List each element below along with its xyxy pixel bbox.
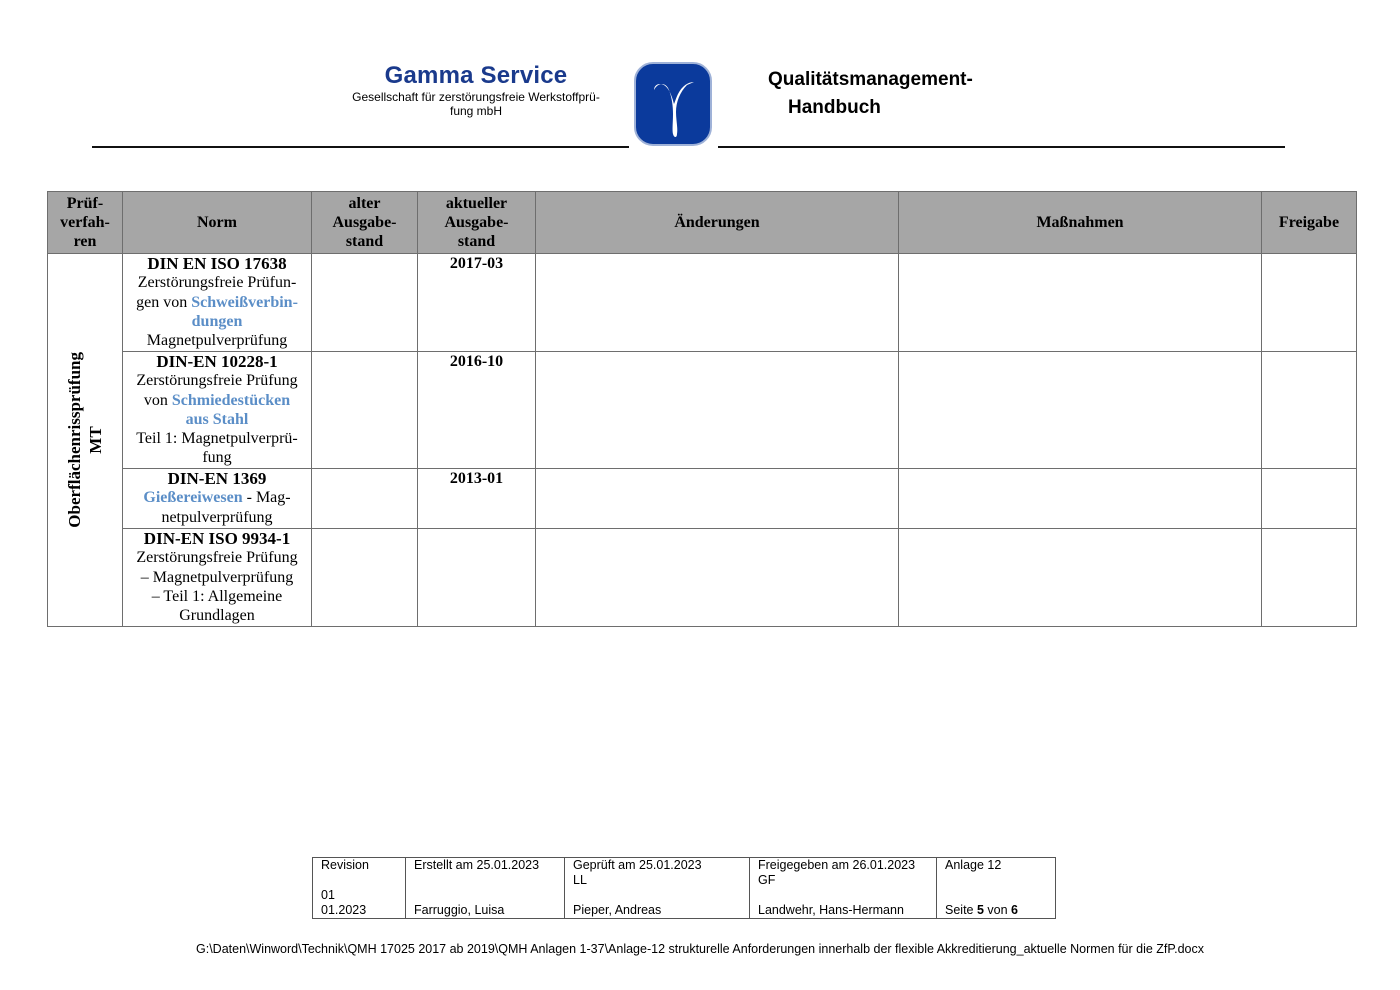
norm-desc: netpulverprüfung bbox=[161, 508, 273, 526]
released-by: Landwehr, Hans-Hermann bbox=[758, 903, 904, 917]
norm-id: DIN-EN ISO 9934-1 bbox=[143, 529, 291, 548]
norm-desc-highlight: Gießereiwesen bbox=[143, 489, 243, 507]
norm-desc: Grundlagen bbox=[179, 607, 255, 625]
header-text: Ausgabe- bbox=[332, 213, 397, 231]
norm-desc-highlight: aus Stahl bbox=[185, 410, 249, 428]
header-text: Ausgabe- bbox=[444, 213, 509, 231]
alter-ausgabestand-cell[interactable] bbox=[312, 352, 418, 469]
norm-id: DIN-EN 10228-1 bbox=[156, 352, 278, 371]
aenderungen-cell[interactable] bbox=[536, 352, 899, 469]
header-text: stand bbox=[457, 233, 496, 251]
table-row bbox=[48, 254, 1357, 352]
alter-ausgabestand-cell[interactable] bbox=[312, 469, 418, 529]
created-by: Farruggio, Luisa bbox=[414, 903, 505, 917]
col-header-freigabe: Freigabe bbox=[1262, 192, 1357, 254]
procedure-label bbox=[64, 352, 106, 528]
norm-desc: Teil 1: Magnetpulverprü- bbox=[136, 430, 298, 448]
revision-table bbox=[312, 857, 1056, 919]
massnahmen-cell[interactable] bbox=[899, 352, 1262, 469]
document-title bbox=[768, 66, 973, 122]
massnahmen-cell[interactable] bbox=[899, 529, 1262, 627]
company-block bbox=[330, 62, 622, 118]
gamma-letter-logo-icon bbox=[632, 60, 714, 148]
company-subtitle-line1: Gesellschaft für zerstörungsfreie Werkstoffprü- bbox=[352, 90, 600, 104]
massnahmen-cell[interactable] bbox=[899, 469, 1262, 529]
revision-cell bbox=[313, 858, 406, 919]
revision-label: Revision bbox=[321, 858, 369, 872]
page-number bbox=[945, 903, 1049, 918]
norm-id: DIN EN ISO 17638 bbox=[147, 254, 287, 273]
document-title-line1: Qualitätsmanagement- bbox=[768, 69, 973, 90]
norm-cell bbox=[123, 469, 312, 529]
norm-desc: – Magnetpulverprüfung bbox=[140, 568, 294, 586]
revision-number: 01 bbox=[321, 888, 335, 902]
alter-ausgabestand-cell[interactable] bbox=[312, 254, 418, 352]
header-text: verfah- bbox=[60, 213, 110, 231]
page-total: 6 bbox=[1011, 903, 1018, 917]
aktueller-ausgabestand-cell[interactable]: 2017-03 bbox=[418, 254, 536, 352]
table-row bbox=[48, 352, 1357, 469]
attachment-label: Anlage 12 bbox=[945, 858, 1002, 872]
attachment-cell bbox=[937, 858, 1056, 919]
header-divider-left bbox=[92, 146, 629, 148]
company-name: Gamma Service bbox=[384, 62, 568, 89]
checked-by: Pieper, Andreas bbox=[573, 903, 662, 917]
massnahmen-cell[interactable] bbox=[899, 254, 1262, 352]
created-cell bbox=[406, 858, 565, 919]
freigabe-cell[interactable] bbox=[1262, 352, 1357, 469]
norm-cell bbox=[123, 254, 312, 352]
checked-label: Geprüft am 25.01.2023 bbox=[573, 858, 702, 872]
released-initials: GF bbox=[758, 873, 776, 887]
header-text: stand bbox=[345, 233, 384, 251]
norm-cell bbox=[123, 352, 312, 469]
col-header-massnahmen: Maßnahmen bbox=[899, 192, 1262, 254]
page-prefix: Seite bbox=[945, 903, 977, 917]
table-row bbox=[48, 469, 1357, 529]
company-subtitle bbox=[330, 90, 622, 118]
page-current: 5 bbox=[976, 903, 984, 917]
norm-desc bbox=[125, 391, 309, 410]
released-label: Freigegeben am 26.01.2023 bbox=[758, 858, 916, 872]
company-subtitle-line2: fung mbH bbox=[449, 104, 503, 118]
aenderungen-cell[interactable] bbox=[536, 529, 899, 627]
col-header-pruefverfahren bbox=[48, 192, 123, 254]
released-cell bbox=[750, 858, 937, 919]
header-text: ren bbox=[73, 233, 97, 251]
procedure-code: MT bbox=[86, 426, 105, 454]
header-divider-right bbox=[718, 146, 1285, 148]
document-title-line2: Handbuch bbox=[788, 97, 881, 118]
col-header-norm: Norm bbox=[123, 192, 312, 254]
checked-initials: LL bbox=[573, 873, 587, 887]
norm-desc-highlight: dungen bbox=[191, 312, 243, 330]
alter-ausgabestand-cell[interactable] bbox=[312, 529, 418, 627]
norm-desc-text: von bbox=[143, 391, 172, 409]
norm-desc: Zerstörungsfreie Prüfung bbox=[136, 372, 298, 390]
norm-desc: Zerstörungsfreie Prüfun- bbox=[137, 274, 297, 292]
checked-cell bbox=[565, 858, 750, 919]
col-header-alter-ausgabestand bbox=[312, 192, 418, 254]
norm-desc-highlight: Schmiedestücken bbox=[171, 391, 291, 409]
norm-desc: – Teil 1: Allgemeine bbox=[151, 587, 283, 605]
header-text: aktueller bbox=[445, 194, 508, 212]
norm-desc bbox=[125, 488, 309, 507]
procedure-name: Oberflächenrissprüfung bbox=[65, 352, 84, 528]
file-path: G:\Daten\Winword\Technik\QMH 17025 2017 ab 2019\QMH Anlagen 1-37\Anlage-12 strukturelle Anforderungen innerhalb der flexible Akkreditierung_aktuelle Normen für die ZfP.docx bbox=[196, 942, 1204, 956]
aktueller-ausgabestand-cell[interactable]: 2016-10 bbox=[418, 352, 536, 469]
header-text: Prüf- bbox=[66, 194, 104, 212]
header-text: alter bbox=[348, 194, 381, 212]
procedure-cell bbox=[48, 254, 123, 627]
norms-table bbox=[47, 191, 1357, 627]
table-row bbox=[48, 529, 1357, 627]
norm-cell bbox=[123, 529, 312, 627]
norm-desc: Zerstörungsfreie Prüfung bbox=[136, 549, 298, 567]
page-mid: von bbox=[983, 903, 1012, 917]
created-label: Erstellt am 25.01.2023 bbox=[414, 858, 540, 872]
freigabe-cell[interactable] bbox=[1262, 529, 1357, 627]
norm-desc bbox=[125, 293, 309, 312]
freigabe-cell[interactable] bbox=[1262, 469, 1357, 529]
norm-id: DIN-EN 1369 bbox=[167, 469, 267, 488]
aktueller-ausgabestand-cell[interactable] bbox=[418, 529, 536, 627]
aenderungen-cell[interactable] bbox=[536, 469, 899, 529]
aktueller-ausgabestand-cell[interactable]: 2013-01 bbox=[418, 469, 536, 529]
norm-desc-text: gen von bbox=[136, 293, 192, 311]
norm-desc-highlight: Schweißverbin- bbox=[191, 293, 298, 311]
norm-desc-text: - Mag- bbox=[242, 489, 291, 507]
aenderungen-cell[interactable] bbox=[536, 254, 899, 352]
freigabe-cell[interactable] bbox=[1262, 254, 1357, 352]
col-header-aenderungen: Änderungen bbox=[536, 192, 899, 254]
table-header-row bbox=[48, 192, 1357, 254]
revision-row bbox=[313, 858, 1056, 919]
revision-date: 01.2023 bbox=[321, 903, 367, 917]
norm-desc: fung bbox=[202, 449, 232, 467]
norm-desc: Magnetpulverprüfung bbox=[146, 332, 288, 350]
col-header-aktueller-ausgabestand bbox=[418, 192, 536, 254]
